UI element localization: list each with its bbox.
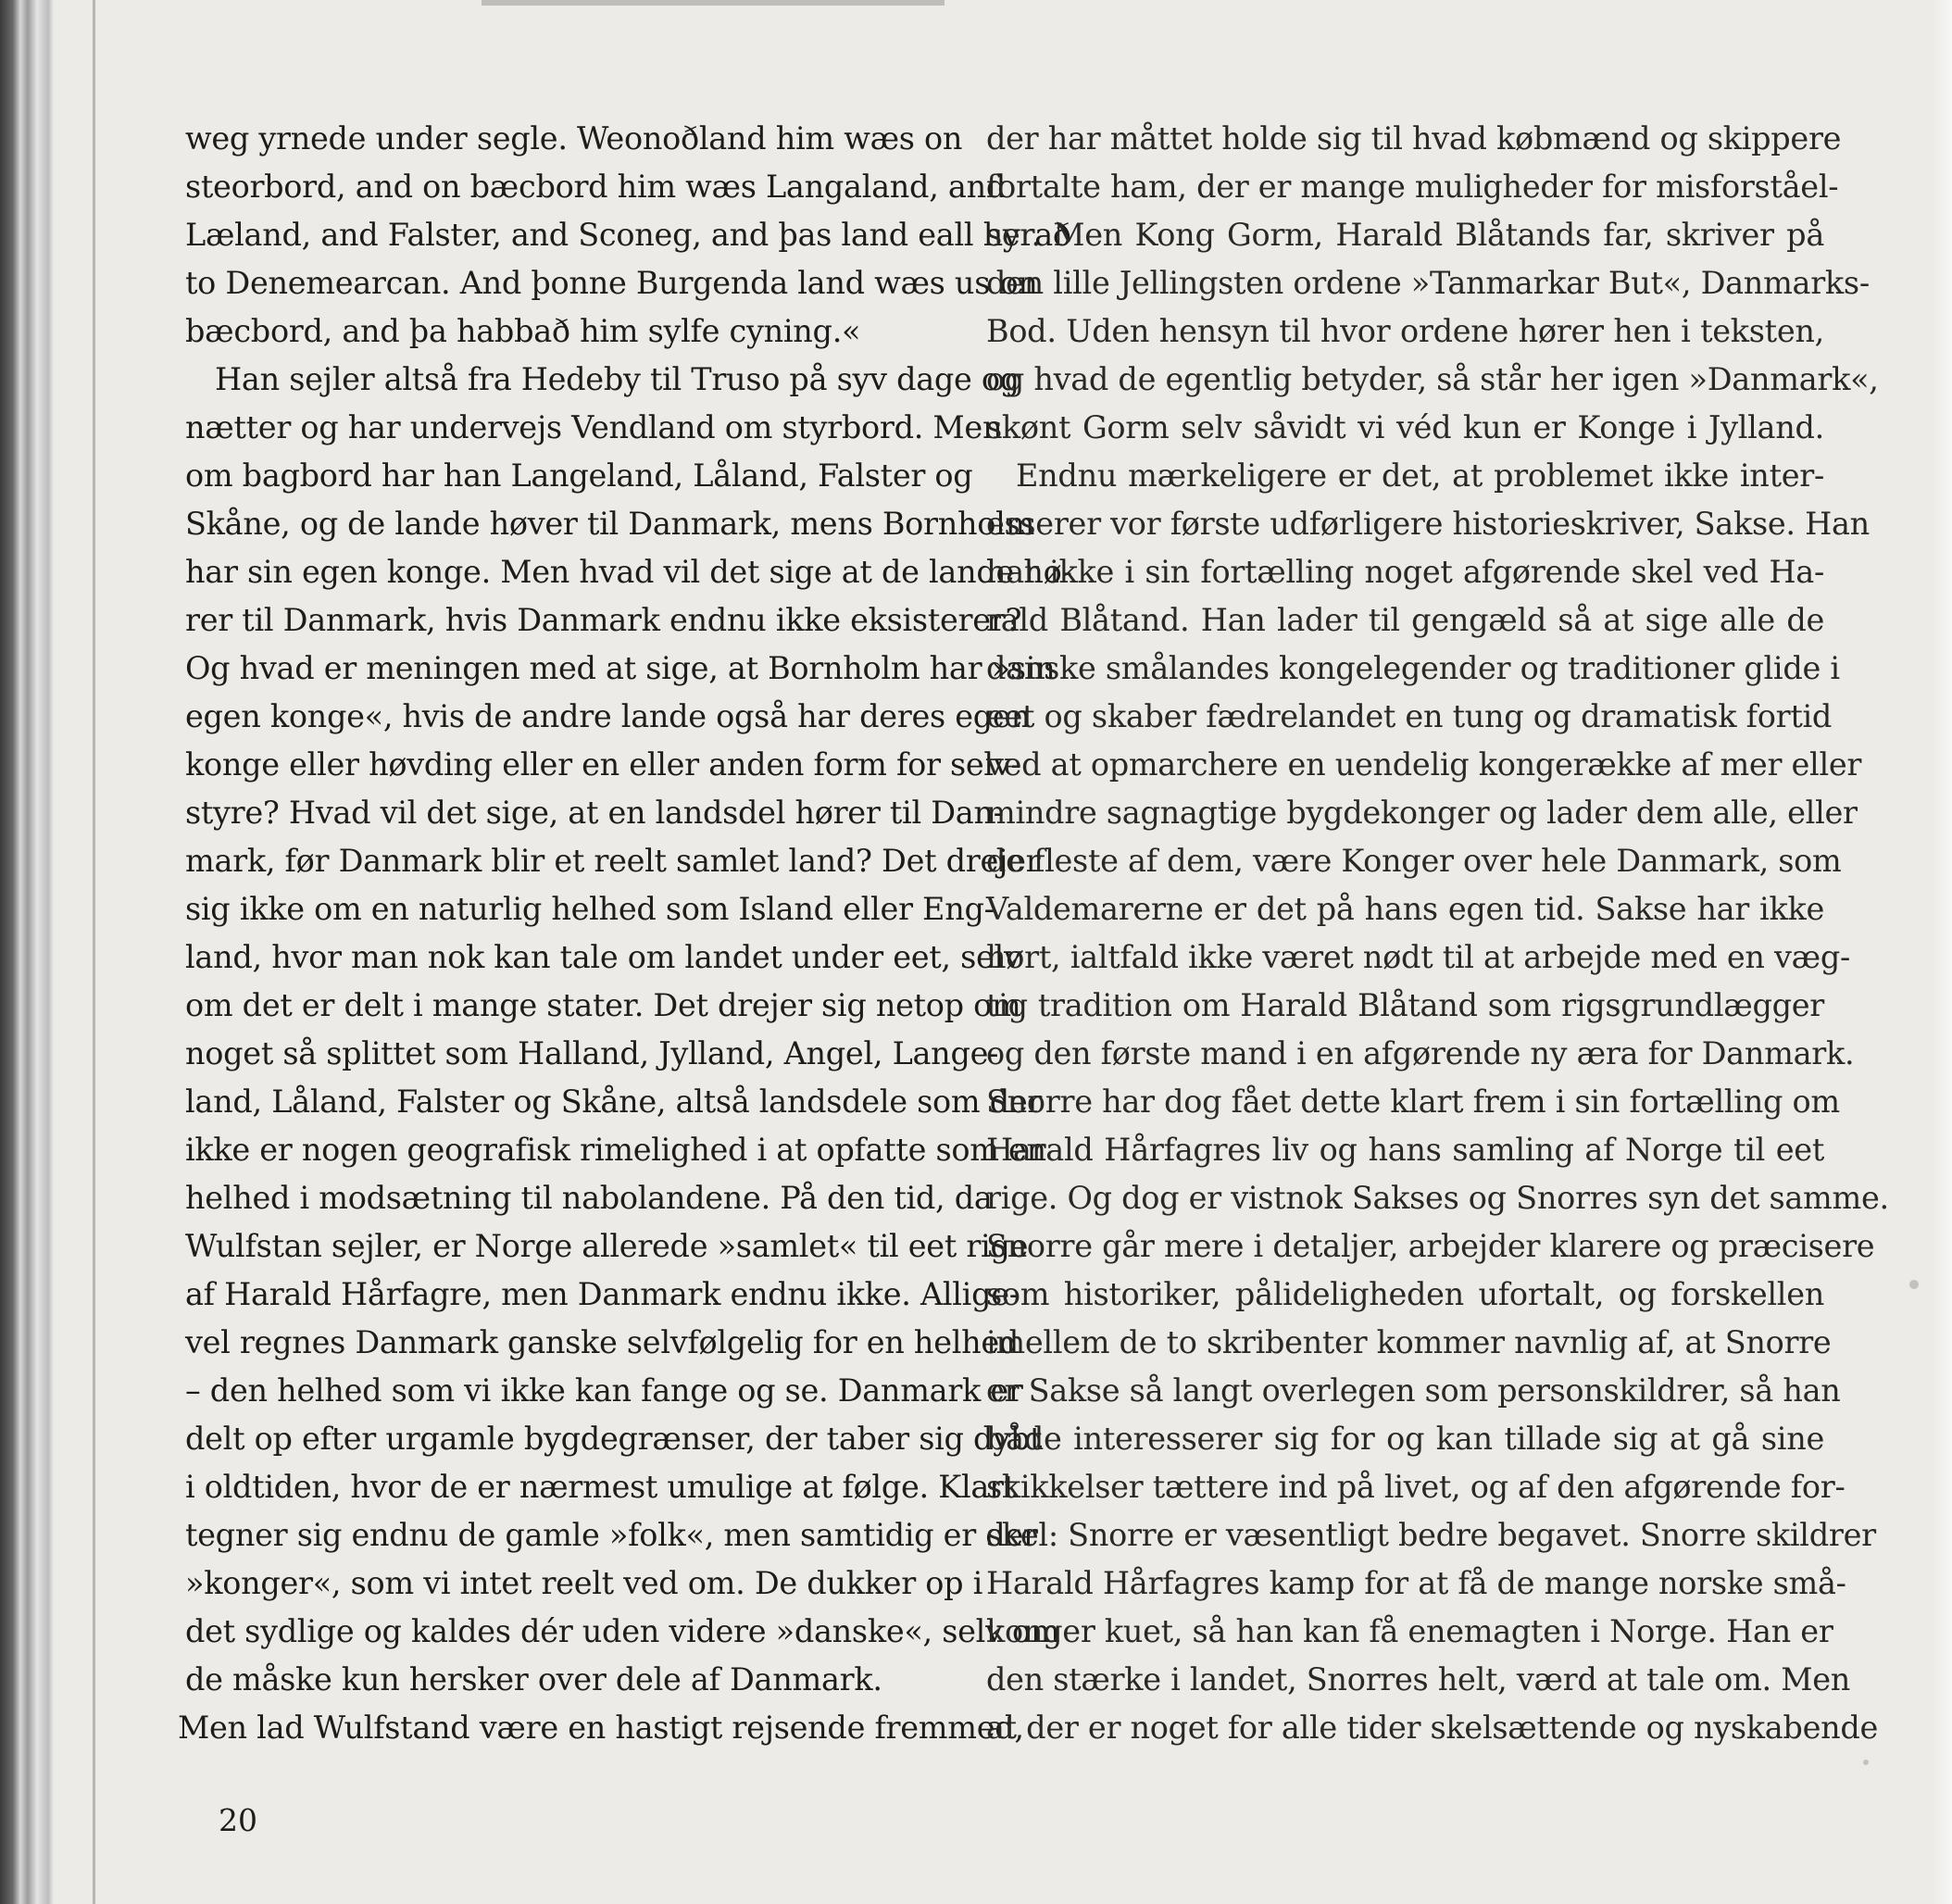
text-line: rald Blåtand. Han lader til gengæld så at sige alle de <box>986 602 1824 638</box>
text-line: mark, før Danmark blir et reelt samlet land? Det drejer <box>185 843 1041 879</box>
text-line: steorbord, and on bæcbord him wæs Langaland, and <box>185 169 1006 205</box>
text-line: ved at opmarchere en uendelig kongerække af mer eller <box>986 746 1862 783</box>
text-line: om det er delt i mange stater. Det drejer sig netop om <box>185 987 1021 1023</box>
text-line: mindre sagnagtige bygdekonger og lader dem alle, eller <box>986 795 1858 831</box>
text-line: den lille Jellingsten ordene »Tanmarkar But«, Danmarks- <box>986 265 1870 301</box>
text-line: af Harald Hårfagre, men Danmark endnu ikke. Allige- <box>185 1276 1020 1312</box>
text-line: tig tradition om Harald Blåtand som rigsgrundlægger <box>986 987 1824 1023</box>
text-line: Og hvad er meningen med at sige, at Bornholm har »sin <box>185 650 1056 686</box>
text-line: land, hvor man nok kan tale om landet under eet, selv <box>185 939 1021 975</box>
top-edge-shadow <box>482 0 945 6</box>
right-text-column <box>986 115 1889 1752</box>
text-line: både interesserer sig for og kan tillade sig at gå sine <box>986 1421 1824 1457</box>
text-line: skel: Snorre er væsentligt bedre begavet. Snorre skildrer <box>986 1517 1876 1553</box>
text-line: det sydlige og kaldes dér uden videre »danske«, selv om <box>185 1613 1060 1649</box>
text-line: nætter og har undervejs Vendland om styrbord. Men <box>185 409 1003 445</box>
text-line: og hvad de egentlig betyder, så står her igen »Danmark«, <box>986 361 1879 397</box>
text-line: vel regnes Danmark ganske selvfølgelig for en helhed <box>185 1324 1020 1360</box>
text-line: i oldtiden, hvor de er nærmest umulige at følge. Klart <box>185 1469 1016 1505</box>
text-line: rer til Danmark, hvis Danmark endnu ikke eksisterer? <box>185 602 1022 638</box>
page-number: 20 <box>219 1802 257 1838</box>
text-line: ikke er nogen geografisk rimelighed i at opfatte som en <box>185 1132 1046 1168</box>
scan-speck <box>1863 1760 1869 1765</box>
paragraph-start-line: Endnu mærkeligere er det, at problemet ikke inter- <box>1016 457 1824 494</box>
text-line: Harald Hårfagres liv og hans samling af Norge til eet <box>986 1132 1824 1168</box>
paragraph-start-line: Men lad Wulfstand være en hastigt rejsende fremmed, <box>178 1710 1024 1746</box>
text-line: helhed i modsætning til nabolandene. På den tid, da <box>185 1180 993 1216</box>
text-line: konge eller høvding eller en eller anden form for selv- <box>185 746 1021 783</box>
text-line: Bod. Uden hensyn til hvor ordene hører hen i teksten, <box>986 313 1824 349</box>
text-line: Harald Hårfagres kamp for at få de mange norske små- <box>986 1565 1846 1601</box>
text-line: noget så splittet som Halland, Jylland, Angel, Lange- <box>185 1035 999 1071</box>
book-spine-shadow <box>0 0 54 1904</box>
text-line: Snorre har dog fået dette klart frem i sin fortælling om <box>986 1084 1840 1120</box>
text-line: der har måttet holde sig til hvad købmænd og skippere <box>986 120 1842 157</box>
text-line: sig ikke om en naturlig helhed som Island eller Eng- <box>185 891 995 927</box>
text-line: Snorre går mere i detaljer, arbejder klarere og præcisere <box>986 1228 1875 1264</box>
left-text-column <box>178 115 1072 1752</box>
text-line: har sin egen konge. Men hvad vil det sige at de lande hø- <box>185 554 1072 590</box>
text-line: Læland, and Falster, and Sconeg, and þas land eall hyrað <box>185 217 1071 253</box>
text-line: har ikke i sin fortælling noget afgørende skel ved Ha- <box>986 554 1824 590</box>
text-line: esserer vor første udførligere historieskriver, Sakse. Han <box>986 506 1870 542</box>
text-line: imellem de to skribenter kommer navnlig af, at Snorre <box>986 1324 1832 1360</box>
text-line: konger kuet, så han kan få enemagten i Norge. Han er <box>986 1613 1833 1649</box>
text-line: skønt Gorm selv såvidt vi véd kun er Konge i Jylland. <box>986 409 1824 445</box>
text-line: – den helhed som vi ikke kan fange og se. Danmark er <box>185 1372 1023 1409</box>
text-line: om bagbord har han Langeland, Låland, Falster og <box>185 457 973 494</box>
text-line: Wulfstan sejler, er Norge allerede »samlet« til eet rige <box>185 1228 1029 1264</box>
text-line: »konger«, som vi intet reelt ved om. De dukker op i <box>185 1565 983 1601</box>
text-line: rige. Og dog er vistnok Sakses og Snorres syn det samme. <box>986 1180 1889 1216</box>
text-line: egen konge«, hvis de andre lande også har deres egen <box>185 698 1031 734</box>
text-line: skikkelser tættere ind på livet, og af den afgørende for- <box>986 1469 1846 1505</box>
text-line: weg yrnede under segle. Weonoðland him wæs on <box>185 120 963 157</box>
text-line: at der er noget for alle tider skelsættende og nyskabende <box>986 1710 1879 1746</box>
text-line: ser. Men Kong Gorm, Harald Blåtands far, skriver på <box>986 217 1824 253</box>
text-line: Skåne, og de lande høver til Danmark, mens Bornholm <box>185 506 1035 542</box>
text-line: fortalte ham, der er mange muligheder for misforståel- <box>986 169 1839 205</box>
text-line: og den første mand i en afgørende ny æra for Danmark. <box>986 1035 1855 1071</box>
paragraph-start-line: Han sejler altså fra Hedeby til Truso på syv dage og <box>215 361 1020 397</box>
text-line: styre? Hvad vil det sige, at en landsdel hører til Dan- <box>185 795 1004 831</box>
text-line: som historiker, pålideligheden ufortalt, og forskellen <box>986 1276 1824 1312</box>
text-line: to Denemearcan. And þonne Burgenda land wæs us on <box>185 265 1038 301</box>
text-line: de fleste af dem, være Konger over hele Danmark, som <box>986 843 1842 879</box>
text-line: Valdemarerne er det på hans egen tid. Sakse har ikke <box>986 891 1824 927</box>
text-line: er Sakse så langt overlegen som personskildrer, så han <box>986 1372 1841 1409</box>
text-line: danske smålandes kongelegender og traditioner glide i <box>986 650 1840 686</box>
text-line: hørt, ialtfald ikke været nødt til at arbejde med en væg- <box>986 939 1851 975</box>
scan-speck <box>1909 1280 1919 1289</box>
text-line: de måske kun hersker over dele af Danmark. <box>185 1661 882 1697</box>
text-line: eet og skaber fædrelandet en tung og dramatisk fortid <box>986 698 1833 734</box>
text-line: delt op efter urgamle bygdegrænser, der taber sig dybt <box>185 1421 1043 1457</box>
text-line: den stærke i landet, Snorres helt, værd at tale om. Men <box>986 1661 1850 1697</box>
page-edge <box>1932 0 1952 1904</box>
text-line: land, Låland, Falster og Skåne, altså landsdele som der <box>185 1084 1043 1120</box>
gutter-line <box>93 0 95 1904</box>
text-line: tegner sig endnu de gamle »folk«, men samtidig er der <box>185 1517 1038 1553</box>
text-line: bæcbord, and þa habbað him sylfe cyning.« <box>185 313 861 349</box>
